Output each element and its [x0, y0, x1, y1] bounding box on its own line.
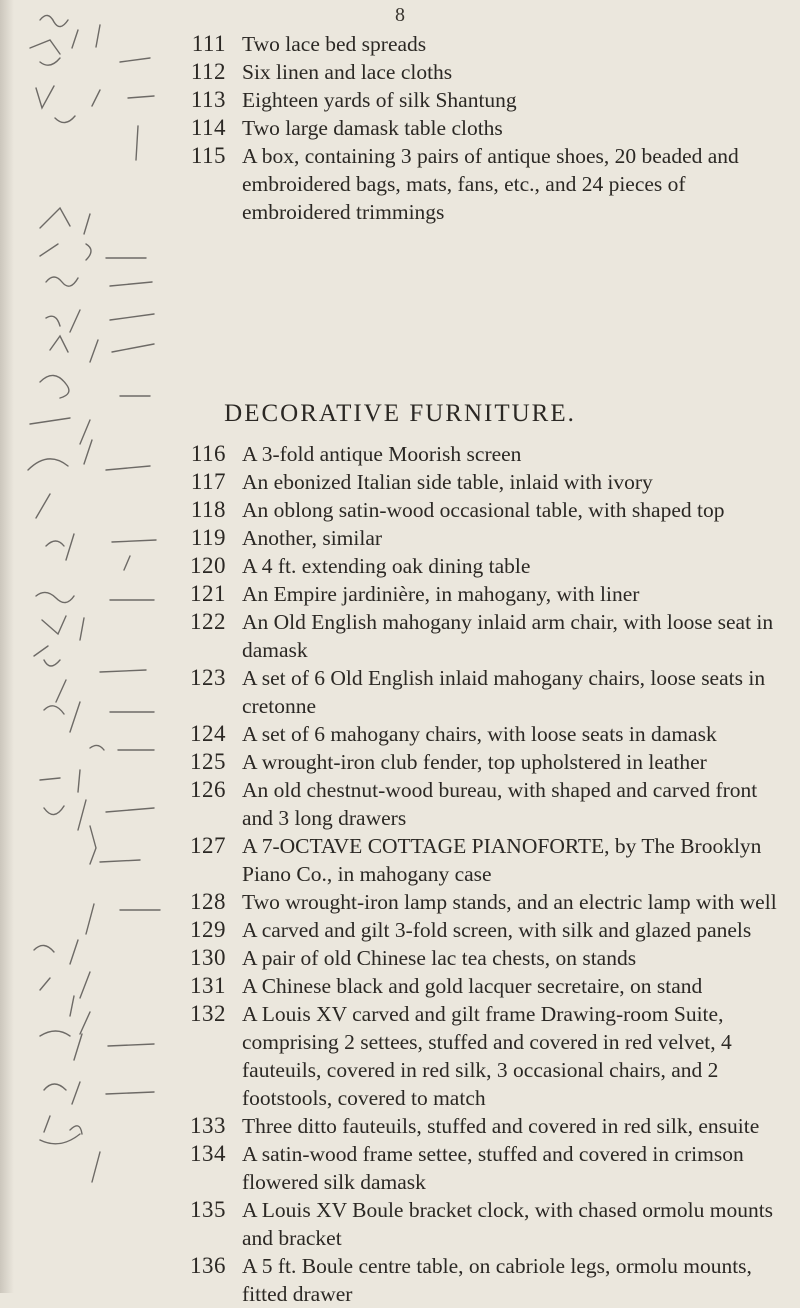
lot-description: A 3-fold antique Moorish screen	[242, 442, 522, 466]
lot-number: 119	[190, 525, 226, 550]
lot-description: An Empire jardinière, in mahogany, with liner	[242, 582, 640, 606]
lot-number: 124	[190, 721, 226, 746]
lot-number: 128	[190, 889, 226, 914]
lot-description: Two lace bed spreads	[242, 32, 427, 56]
lot-description: Another, similar	[242, 526, 383, 550]
lot-description: A satin-wood frame settee, stuffed and covered in crimson flowered silk damask	[242, 1142, 744, 1194]
lot-number: 135	[190, 1197, 226, 1222]
lot-number: 115	[190, 143, 226, 168]
lot-number: 136	[190, 1253, 226, 1278]
lot-description: An Old English mahogany inlaid arm chair, with loose seat in damask	[242, 610, 774, 662]
lot-number: 113	[190, 87, 226, 112]
lot-number: 134	[190, 1141, 226, 1166]
lot-number: 118	[190, 497, 226, 522]
lot-number: 133	[190, 1113, 226, 1138]
lot-number: 127	[190, 833, 226, 858]
lot-number: 123	[190, 665, 226, 690]
lot-description: A 4 ft. extending oak dining table	[242, 554, 531, 578]
lot-description: A 7-OCTAVE COTTAGE PIANOFORTE, by The Brooklyn Piano Co., in mahogany case	[242, 834, 762, 886]
section-heading: DECORATIVE FURNITURE.	[224, 400, 576, 427]
lot-number: 126	[190, 777, 226, 802]
lot-description: A set of 6 Old English inlaid mahogany chairs, loose seats in cretonne	[242, 666, 766, 718]
lot-number: 130	[190, 945, 226, 970]
lot-number: 114	[190, 115, 226, 140]
pencil-annotations-icon	[0, 0, 175, 1293]
page-number: 8	[395, 4, 405, 26]
lot-description: An oblong satin-wood occasional table, with shaped top	[242, 498, 725, 522]
lot-description: Two wrought-iron lamp stands, and an electric lamp with well	[242, 890, 777, 914]
lot-description: An old chestnut-wood bureau, with shaped and carved front and 3 long drawers	[242, 778, 758, 830]
lot-description: Eighteen yards of silk Shantung	[242, 88, 517, 112]
lot-description: A pair of old Chinese lac tea chests, on stands	[242, 946, 637, 970]
lot-description: An ebonized Italian side table, inlaid with ivory	[242, 470, 653, 494]
lot-description: A Chinese black and gold lacquer secretaire, on stand	[242, 974, 703, 998]
lot-description: A Louis XV carved and gilt frame Drawing-room Suite, comprising 2 settees, stuffed and covered in red velvet, 4 fauteuils, covered in red silk, 3 occasional chairs, and 2 footstools, covered to match	[242, 1002, 732, 1110]
lot-number: 121	[190, 581, 226, 606]
lot-description: Six linen and lace cloths	[242, 60, 453, 84]
lot-description: A box, containing 3 pairs of antique shoes, 20 beaded and embroidered bags, mats, fans, etc., and 24 pieces of embroidered trimmings	[242, 144, 739, 224]
lot-description: A Louis XV Boule bracket clock, with chased ormolu mounts and bracket	[242, 1198, 774, 1250]
lot-description: A carved and gilt 3-fold screen, with silk and glazed panels	[242, 918, 752, 942]
lot-number: 132	[190, 1001, 226, 1026]
lot-number: 120	[190, 553, 226, 578]
lot-description: A wrought-iron club fender, top upholstered in leather	[242, 750, 707, 774]
lot-description: A 5 ft. Boule centre table, on cabriole legs, ormolu mounts, fitted drawer	[242, 1254, 752, 1306]
lot-description: Two large damask table cloths	[242, 116, 503, 140]
lot-number: 116	[190, 441, 226, 466]
lot-description: A set of 6 mahogany chairs, with loose seats in damask	[242, 722, 717, 746]
page-edge-shadow	[0, 0, 14, 1293]
lot-number: 112	[190, 59, 226, 84]
lot-number: 117	[190, 469, 226, 494]
lot-number: 111	[191, 31, 226, 56]
lot-description: Three ditto fauteuils, stuffed and covered in red silk, ensuite	[242, 1114, 760, 1138]
lot-number: 129	[190, 917, 226, 942]
lot-number: 122	[190, 609, 226, 634]
lot-number: 131	[190, 973, 226, 998]
handwritten-margin-notes	[0, 0, 175, 1293]
lot-number: 125	[190, 749, 226, 774]
